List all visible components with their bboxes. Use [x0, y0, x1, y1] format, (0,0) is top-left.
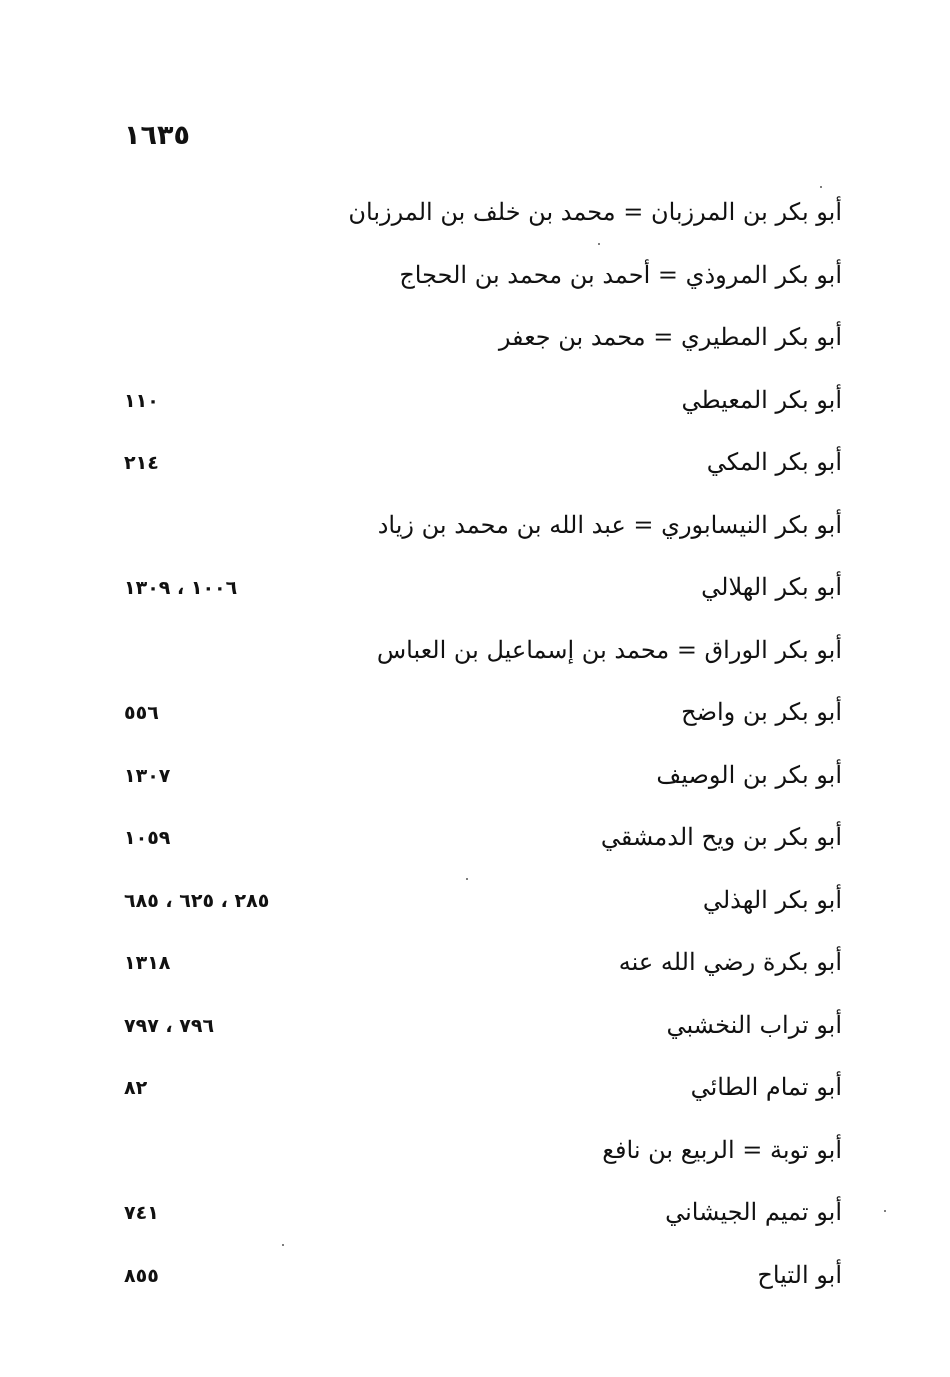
index-entry — [0, 188, 950, 251]
index-entry — [0, 688, 950, 751]
entry-pages: ١٣١٨ — [124, 952, 171, 974]
index-entry — [0, 251, 950, 314]
entry-name: أبو بكر بن الوصيف — [656, 760, 842, 789]
entry-pages: ١٠٥٩ — [124, 827, 171, 849]
entry-pages: ١٣٠٧ — [124, 764, 171, 787]
entry-name: أبو بكر بن المرزبان = محمد بن خلف بن المرزبان — [348, 198, 842, 226]
entry-name: أبو تراب النخشبي — [666, 1010, 842, 1039]
entry-pages: ٢٨٥ ، ٦٢٥ ، ٦٨٥ — [124, 889, 270, 912]
index-entry — [0, 563, 950, 626]
index-entry — [0, 813, 950, 876]
entry-name: أبو بكر النيسابوري = عبد الله بن محمد بن زياد — [377, 510, 842, 539]
entry-name: أبو تمام الطائي — [690, 1073, 842, 1101]
index-entry — [0, 1001, 950, 1064]
index-entry — [0, 1126, 950, 1189]
index-entry — [0, 1063, 950, 1126]
scan-speck — [466, 878, 468, 880]
index-entry — [0, 876, 950, 939]
entry-name: أبو التياح — [757, 1260, 842, 1289]
index-entry — [0, 313, 950, 376]
index-entry — [0, 938, 950, 1001]
entry-pages: ١١٠ — [124, 389, 159, 412]
entry-pages: ٨٥٥ — [124, 1264, 159, 1287]
entry-pages: ١٠٠٦ ، ١٣٠٩ — [124, 577, 238, 599]
entry-name: أبو توبة = الربيع بن نافع — [602, 1135, 842, 1164]
entry-name: أبو بكر بن واضح — [681, 698, 842, 726]
entry-name: أبو بكرة رضي الله عنه — [618, 948, 842, 976]
entry-name: أبو بكر المروذي = أحمد بن محمد بن الحجاج — [399, 260, 842, 289]
entry-pages: ٧٩٦ ، ٧٩٧ — [124, 1014, 215, 1037]
entry-pages: ٢١٤ — [124, 452, 159, 474]
page-number: ١٦٣٥ — [124, 120, 190, 151]
entry-name: أبو بكر المطيري = محمد بن جعفر — [498, 323, 842, 351]
index-entry — [0, 1188, 950, 1251]
scan-speck — [598, 243, 600, 245]
entry-pages: ٨٢ — [124, 1077, 148, 1099]
entry-name: أبو تميم الجيشاني — [665, 1198, 842, 1226]
index-entry — [0, 376, 950, 439]
entry-name: أبو بكر بن ويح الدمشقي — [600, 823, 842, 851]
index-entry — [0, 438, 950, 501]
entry-pages: ٧٤١ — [124, 1202, 159, 1224]
scan-speck — [282, 1244, 284, 1246]
scan-speck — [820, 186, 822, 188]
entry-pages: ٥٥٦ — [124, 702, 159, 724]
index-entry — [0, 501, 950, 564]
entry-name: أبو بكر الوراق = محمد بن إسماعيل بن العباس — [376, 635, 842, 664]
entry-name: أبو بكر المعيطي — [681, 385, 842, 414]
index-entry — [0, 751, 950, 814]
index-list — [0, 188, 950, 1313]
scan-speck — [884, 1210, 886, 1212]
entry-name: أبو بكر المكي — [706, 448, 842, 476]
entry-name: أبو بكر الهلالي — [701, 573, 842, 601]
index-entry — [0, 1251, 950, 1314]
entry-name: أبو بكر الهذلي — [702, 885, 842, 914]
index-entry — [0, 626, 950, 689]
